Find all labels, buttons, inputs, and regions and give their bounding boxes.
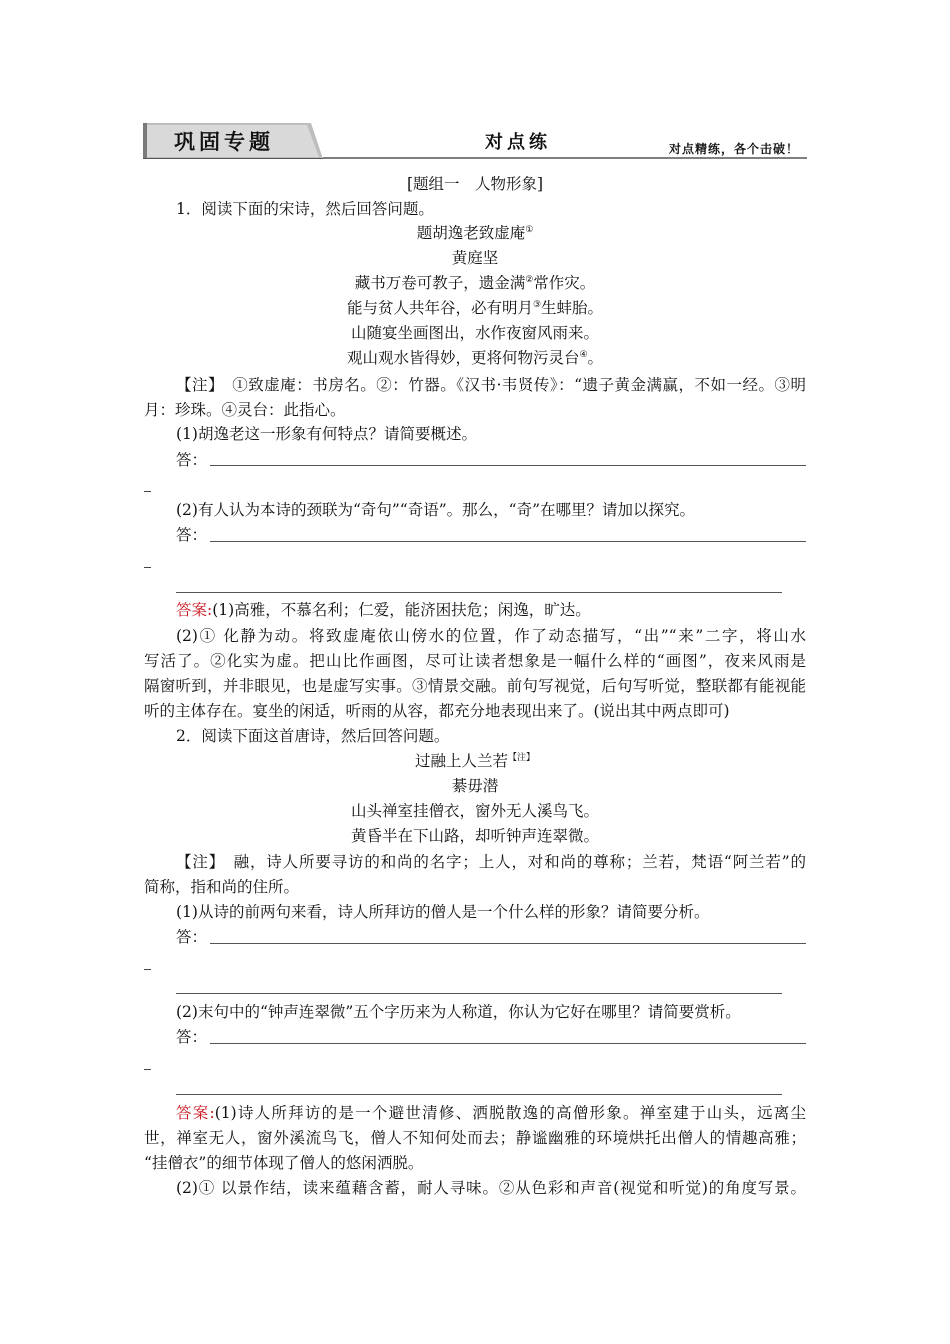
group-heading: [题组一 人物形象] — [406, 175, 544, 193]
answer-label: 答： — [176, 526, 208, 544]
footnote-mark: ③ — [532, 299, 542, 310]
answer-line[interactable] — [176, 592, 782, 593]
answer-label: 答： — [176, 1028, 208, 1046]
q2-sub1: (1)从诗的前两句来看，诗人所拜访的僧人是一个什么样的形象？请简要分析。 — [176, 903, 710, 921]
q1-answer-2: (2)① 化静为动。将致虚庵依山傍水的位置，作了动态描写，“出”“来”二字，将山水 — [176, 627, 806, 645]
q1-poem-author: 黄庭坚 — [451, 249, 499, 267]
dash-mark — [144, 969, 151, 970]
banner-title: 巩固专题 — [174, 130, 274, 154]
q1-intro: 1．阅读下面的宋诗，然后回答问题。 — [176, 200, 434, 218]
banner-subtitle: 对点练 — [485, 132, 551, 153]
footnote-mark: ② — [525, 274, 534, 285]
dash-mark — [144, 1069, 151, 1070]
q2-note-cont: 简称，指和尚的住所。 — [144, 878, 300, 896]
q2-answer-1-cont: 世，禅室无人，窗外溪流鸟飞，僧人不知何处而去；静谧幽雅的环境烘托出僧人的情趣高雅； — [144, 1129, 806, 1147]
answer-line[interactable] — [210, 541, 806, 542]
q1-poem-line: 观山观水皆得妙，更将何物污灵台④。 — [346, 349, 604, 367]
banner-tagline: 对点精练，各个击破！ — [668, 142, 799, 156]
q1-sub1: (1)胡逸老这一形象有何特点？请简要概述。 — [176, 425, 477, 443]
q2-intro: 2．阅读下面这首唐诗，然后回答问题。 — [176, 727, 450, 745]
q2-note: 【注】 融，诗人所要寻访的和尚的名字；上人，对和尚的尊称；兰若，梵语“阿兰若”的 — [176, 853, 806, 871]
q1-poem-line: 山随宴坐画图出，水作夜窗风雨来。 — [350, 324, 599, 342]
q1-sub2: (2)有人认为本诗的颈联为“奇句”“奇语”。那么，“奇”在哪里？请加以探究。 — [176, 501, 696, 519]
q2-poem-author: 綦毋潜 — [451, 777, 499, 795]
q1-answer-2-cont: 听的主体存在。宴坐的闲适，听雨的从容，都充分地表现出来了。(说出其中两点即可) — [144, 702, 730, 720]
q1-note-cont: 月：珍珠。④灵台：此指心。 — [144, 401, 346, 419]
q2-sub2: (2)末句中的“钟声连翠微”五个字历来为人称道，你认为它好在哪里？请简要赏析。 — [176, 1003, 741, 1021]
q2-poem-line: 黄昏半在下山路，却听钟声连翠微。 — [350, 827, 599, 845]
q2-poem-title: 过融上人兰若$^{【注】}$ — [414, 752, 536, 770]
footnote-mark: ① — [525, 224, 534, 235]
dash-mark — [144, 567, 151, 568]
answer-label: 答： — [176, 451, 208, 469]
q2-answer-1: 答案:(1)诗人所拜访的是一个避世清修、洒脱散逸的高僧形象。禅室建于山头，远离尘 — [176, 1104, 806, 1122]
answer-line[interactable] — [176, 1094, 782, 1095]
q1-answer-1: 答案:(1)高雅，不慕名利；仁爱，能济困扶危；闲逸，旷达。 — [176, 601, 591, 619]
q1-poem-title: 题胡逸老致虚庵① — [416, 224, 534, 242]
q2-poem-line: 山头禅室挂僧衣，窗外无人溪鸟飞。 — [350, 802, 599, 820]
q2-answer-1-cont: “挂僧衣”的细节体现了僧人的悠闲洒脱。 — [144, 1154, 424, 1172]
q1-answer-2-cont: 写活了。②化实为虚。把山比作画图，尽可让读者想象是一幅什么样的“画图”，夜来风雨是 — [144, 652, 806, 670]
answer-line[interactable] — [210, 1043, 806, 1044]
q1-poem-line: 藏书万卷可教子，遗金满②常作灾。 — [354, 274, 596, 292]
q1-poem-line: 能与贫人共年谷，必有明月③生蚌胎。 — [346, 299, 604, 317]
q2-answer-2: (2)① 以景作结，读来蕴藉含蓄，耐人寻味。②从色彩和声音(视觉和听觉)的角度写景。 — [176, 1179, 806, 1197]
section-banner — [143, 123, 807, 159]
footnote-mark: 【注】 — [508, 752, 536, 763]
q1-note: 【注】 ①致虚庵：书房名。②：竹器。《汉书·韦贤传》：“遗子黄金满赢，不如一经。③明 — [176, 376, 806, 394]
answer-tag: 答案: — [176, 601, 213, 619]
dash-mark — [144, 491, 151, 492]
answer-tag: 答案: — [176, 1104, 215, 1122]
q1-answer-2-cont: 隔窗听到，并非眼见，也是虚写实事。③情景交融。前句写视觉，后句写听觉，整联都有能视能 — [144, 677, 806, 695]
answer-line[interactable] — [210, 943, 806, 944]
answer-line[interactable] — [176, 993, 782, 994]
answer-label: 答： — [176, 928, 208, 946]
footnote-mark: ④ — [579, 349, 588, 360]
answer-line[interactable] — [210, 465, 806, 466]
